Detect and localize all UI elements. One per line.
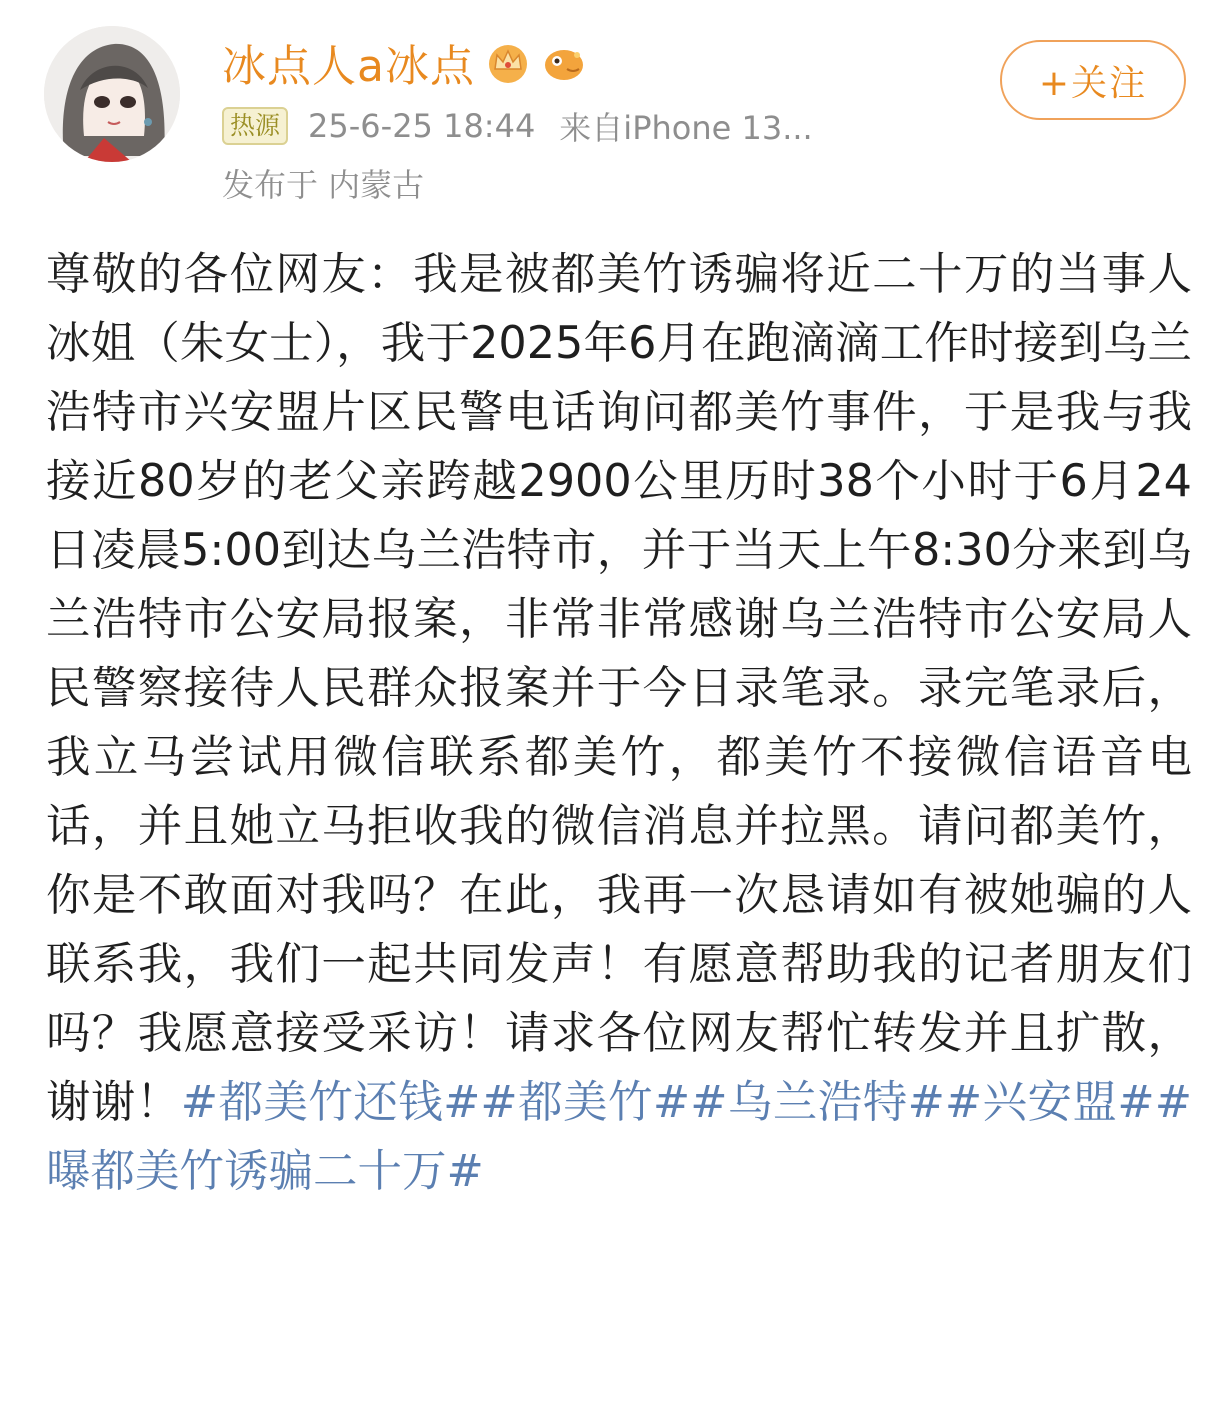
post-text: 尊敬的各位网友：我是被都美竹诱骗将近二十万的当事人冰姐（朱女士），我于2025年6月在跑滴滴工作时接到乌兰浩特市兴安盟片区民警电话询问都美竹事件，于是我与我接近80岁的老父亲跨越2900公里历时38个小时于6月24日凌晨5:00到达乌兰浩特市，并于当天上午8:30分来到乌兰浩特市公安局报案，非常非常感谢乌兰浩特市公安局人民警察接待人民群众报案并于今日录笔录。录完笔录后，我立马尝试用微信联系都美竹，都美竹不接微信语音电话，并且她立马拒收我的微信消息并拉黑。请问都美竹，你是不敢面对我吗？在此，我再一次恳请如有被她骗的人联系我，我们一起共同发声！有愿意帮助我的记者朋友们吗？我愿意接受采访！请求各位网友帮忙转发并且扩散，谢谢！ bbox=[46, 249, 1192, 1128]
hashtag-link[interactable]: #都美竹# bbox=[480, 1077, 691, 1128]
post-body bbox=[46, 240, 1192, 1206]
crown-badge-icon[interactable] bbox=[485, 39, 531, 85]
user-name-row bbox=[222, 30, 587, 94]
user-name[interactable]: 冰点人a冰点 bbox=[222, 41, 475, 92]
avatar[interactable] bbox=[44, 26, 180, 162]
post-header bbox=[0, 0, 1230, 230]
post-source[interactable]: 来自iPhone 13... bbox=[559, 109, 813, 147]
post-location: 发布于 内蒙古 bbox=[222, 166, 425, 204]
post-meta bbox=[222, 104, 813, 148]
hashtag-link[interactable]: #曝都美竹诱骗二十万# bbox=[46, 1077, 1192, 1197]
hashtag-link[interactable]: #兴安盟# bbox=[944, 1077, 1155, 1128]
follow-button[interactable]: +关注 bbox=[1000, 40, 1186, 120]
fan-badge-icon[interactable] bbox=[541, 39, 587, 85]
hashtag-link[interactable]: #都美竹还钱# bbox=[180, 1077, 481, 1128]
hashtag-link[interactable]: #乌兰浩特# bbox=[690, 1077, 945, 1128]
hot-source-badge: 热源 bbox=[222, 107, 288, 145]
post-time: 25-6-25 18:44 bbox=[308, 107, 536, 145]
avatar-image bbox=[44, 26, 180, 162]
